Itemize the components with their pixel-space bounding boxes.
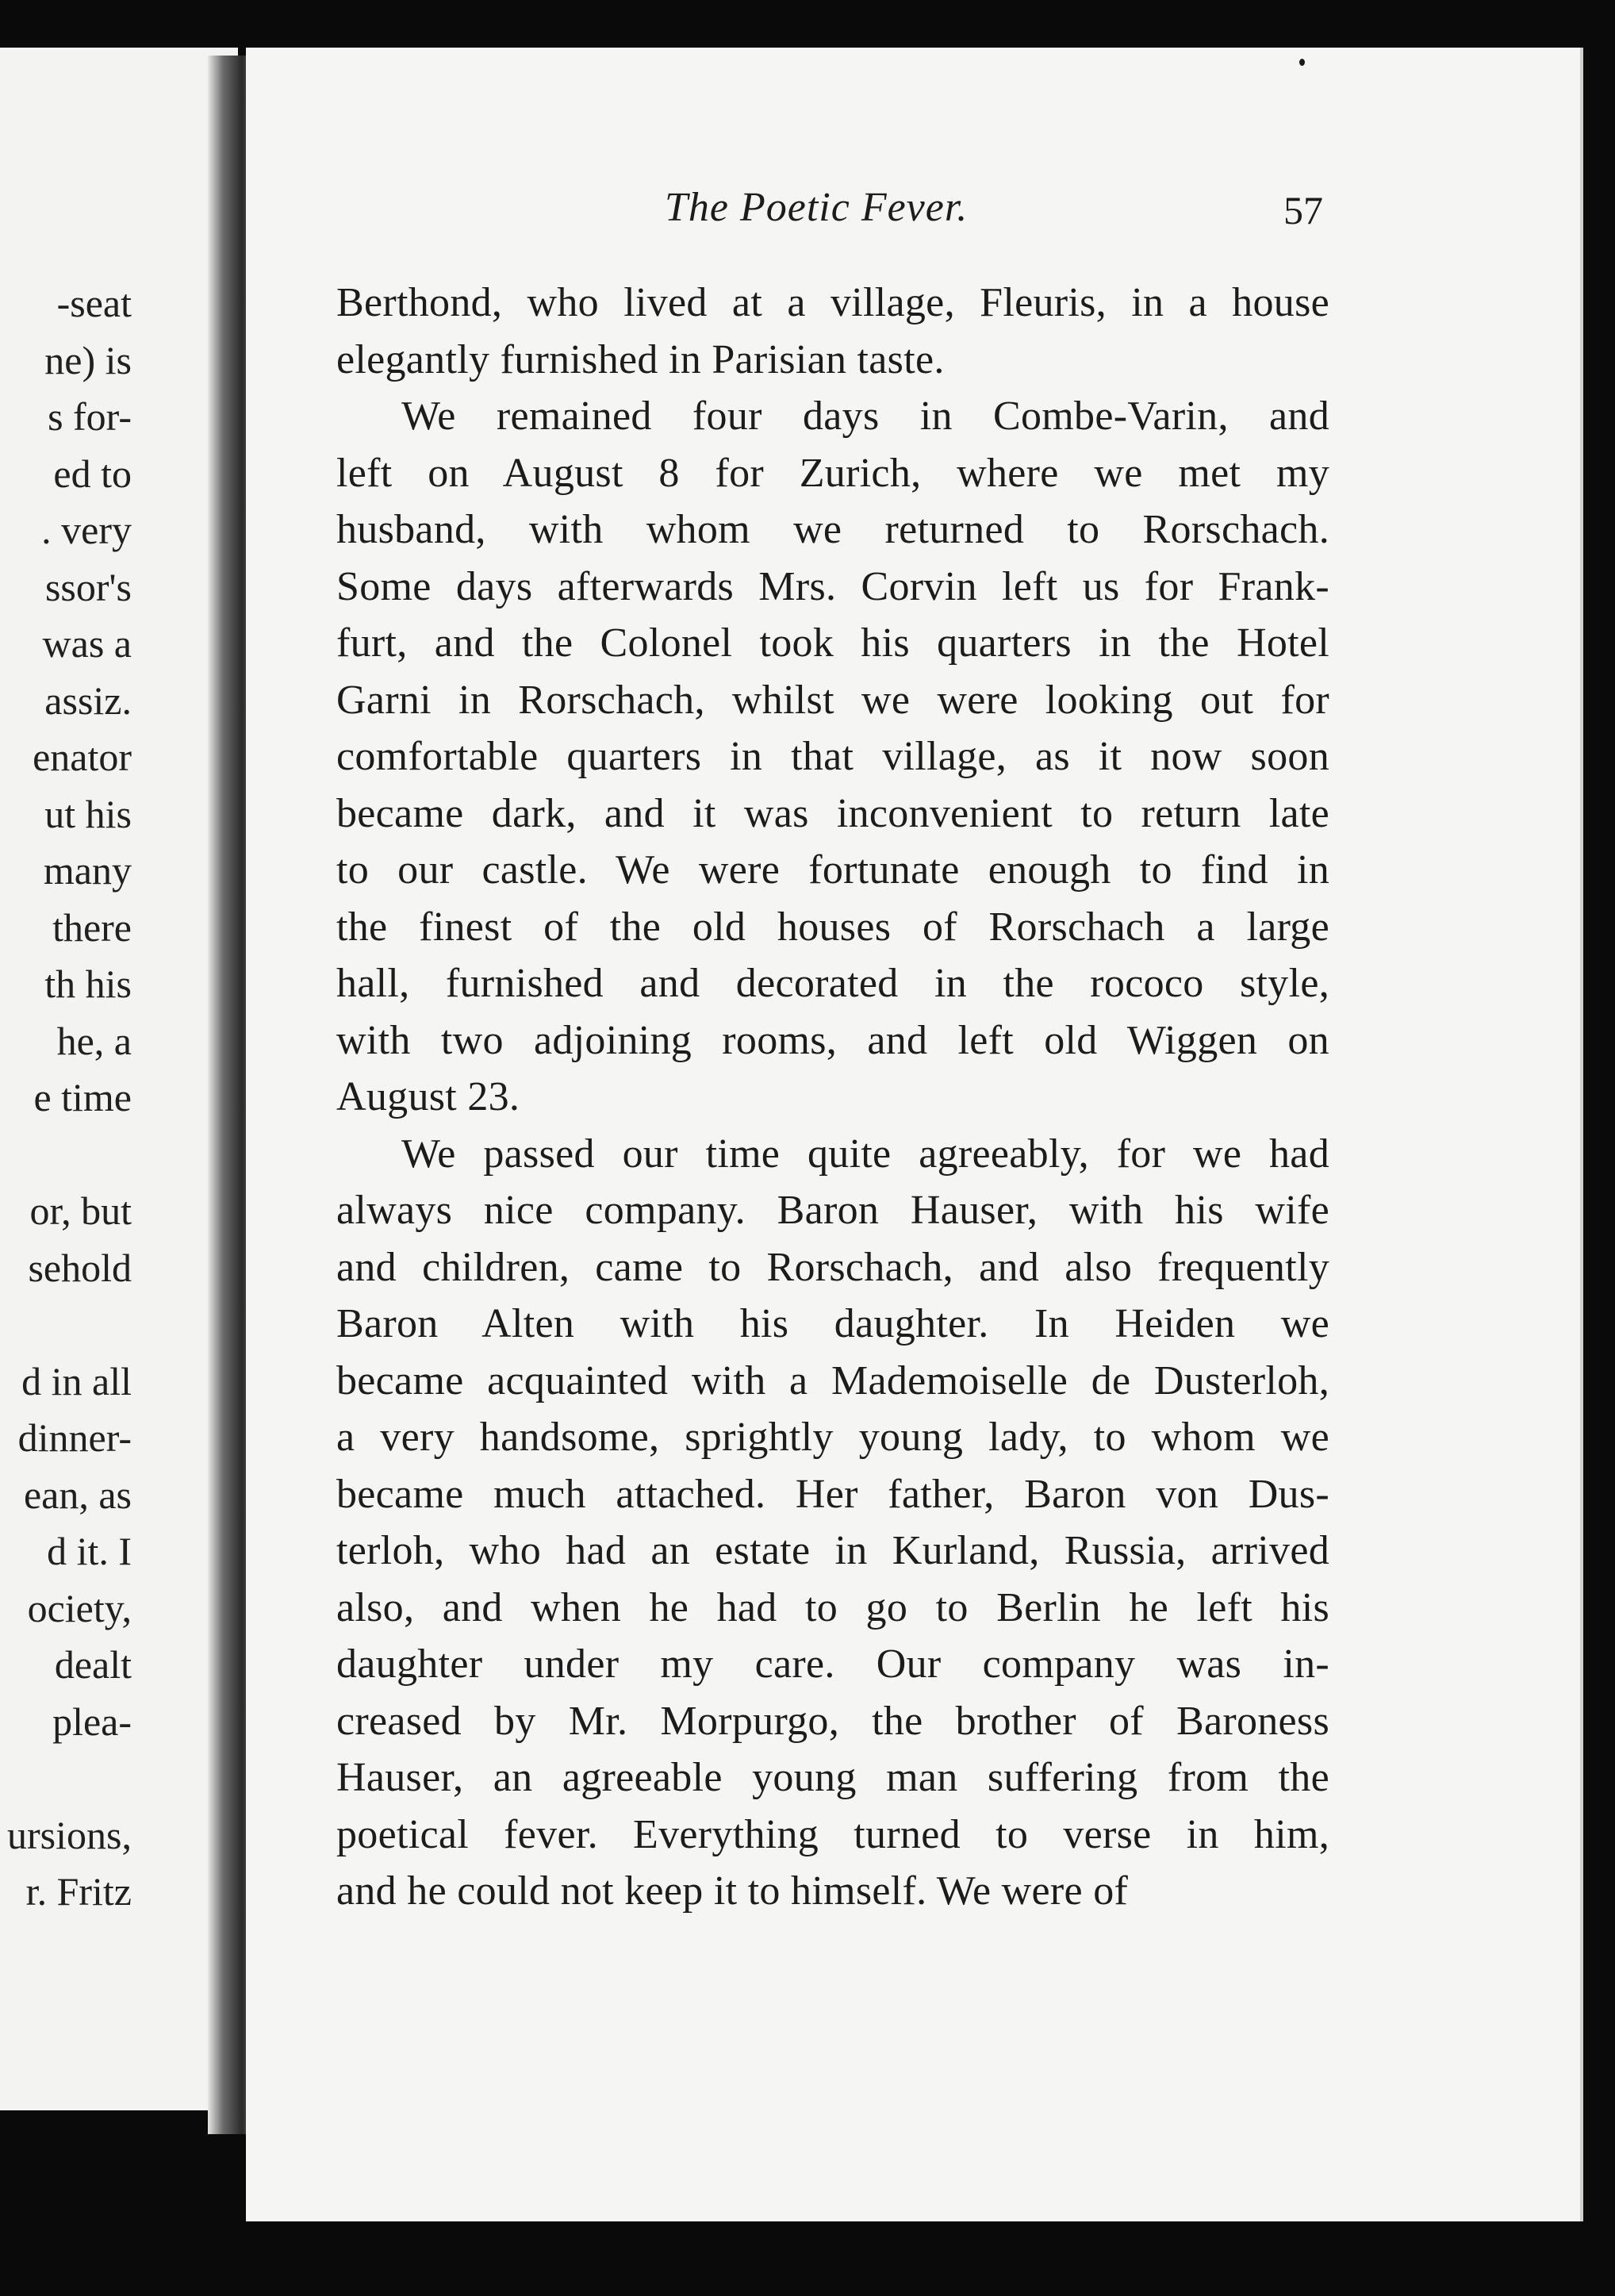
left-page-line: dealt [54, 1642, 132, 1687]
running-head: The Poetic Fever. [665, 185, 969, 230]
text-line: terloh, who had an estate in Kurland, Russia, arrived [336, 1528, 1329, 1573]
text-line: became acquainted with a Mademoiselle de Dusterloh, [336, 1357, 1329, 1403]
left-page-line: was a [42, 621, 132, 666]
left-page-line: . very [41, 508, 132, 552]
text-line: a very handsome, sprightly young lady, to whom we [336, 1415, 1329, 1460]
text-line: with two adjoining rooms, and left old Wiggen on [336, 1017, 1329, 1063]
left-page-line: r. Fritz [25, 1869, 132, 1914]
left-page-line: ursions, [7, 1812, 132, 1857]
text-line: the finest of the old houses of Rorschach a large [336, 904, 1329, 950]
text-line: daughter under my care. Our company was in- [336, 1641, 1329, 1687]
text-line: Some days afterwards Mrs. Corvin left us for Frank- [336, 563, 1329, 609]
left-page-line: assiz. [44, 678, 132, 723]
left-page-line: or, but [29, 1188, 132, 1233]
text-line: Baron Alten with his daughter. In Heiden we [336, 1301, 1329, 1346]
text-line: We passed our time quite agreeably, for we had [401, 1131, 1329, 1177]
left-page-line: d in all [21, 1358, 132, 1403]
left-page-line: plea- [52, 1699, 132, 1744]
left-page-line: ut his [44, 791, 132, 836]
text-line: comfortable quarters in that village, as it now soon [336, 734, 1329, 779]
left-page-line: dinner- [17, 1415, 132, 1460]
left-page-line: many [43, 848, 132, 893]
text-line: and he could not keep it to himself. We were of [336, 1868, 1129, 1914]
left-page-line: th his [44, 962, 132, 1006]
left-page-line: ne) is [44, 337, 132, 382]
left-page-line: he, a [56, 1018, 132, 1063]
left-page-line: ssor's [44, 564, 132, 609]
text-line: August 23. [336, 1074, 520, 1119]
text-line: hall, furnished and decorated in the rococo style, [336, 961, 1329, 1006]
text-line: left on August 8 for Zurich, where we met my [336, 450, 1329, 496]
left-page-line: s for- [48, 394, 132, 439]
left-page-line: sehold [28, 1245, 132, 1290]
text-line: Garni in Rorschach, whilst we were looking out for [336, 677, 1329, 723]
left-page-line: enator [33, 735, 132, 779]
page-number: 57 [1283, 188, 1323, 232]
text-line: became much attached. Her father, Baron von Dus- [336, 1471, 1329, 1517]
print-speck [1299, 59, 1305, 66]
left-page-line: -seat [56, 281, 132, 325]
left-page-line: d it. I [47, 1529, 132, 1573]
text-line: Hauser, an agreeable young man suffering from the [336, 1755, 1329, 1800]
text-line: We remained four days in Combe-Varin, and [401, 394, 1329, 439]
left-page-line: ean, as [23, 1472, 132, 1517]
text-line: creased by Mr. Morpurgo, the brother of Baroness [336, 1698, 1329, 1744]
left-page-line: there [52, 904, 132, 950]
left-page-line: e time [33, 1075, 132, 1119]
text-line: poetical fever. Everything turned to verse in him, [336, 1811, 1329, 1857]
text-line: to our castle. We were fortunate enough to find in [336, 847, 1329, 893]
text-line: and children, came to Rorschach, and also frequently [336, 1244, 1329, 1290]
text-line: also, and when he had to go to Berlin he left his [336, 1584, 1329, 1630]
text-line: became dark, and it was inconvenient to return late [336, 790, 1329, 836]
text-line: Berthond, who lived at a village, Fleuris, in a house [336, 280, 1329, 325]
text-line: husband, with whom we returned to Rorschach. [336, 507, 1329, 552]
text-line: always nice company. Baron Hauser, with his wife [336, 1188, 1329, 1233]
left-page-line: ed to [53, 451, 132, 496]
text-line: furt, and the Colonel took his quarters in the Hotel [336, 620, 1329, 666]
left-page-line: ociety, [27, 1585, 132, 1630]
text-line: elegantly furnished in Parisian taste. [336, 336, 945, 382]
